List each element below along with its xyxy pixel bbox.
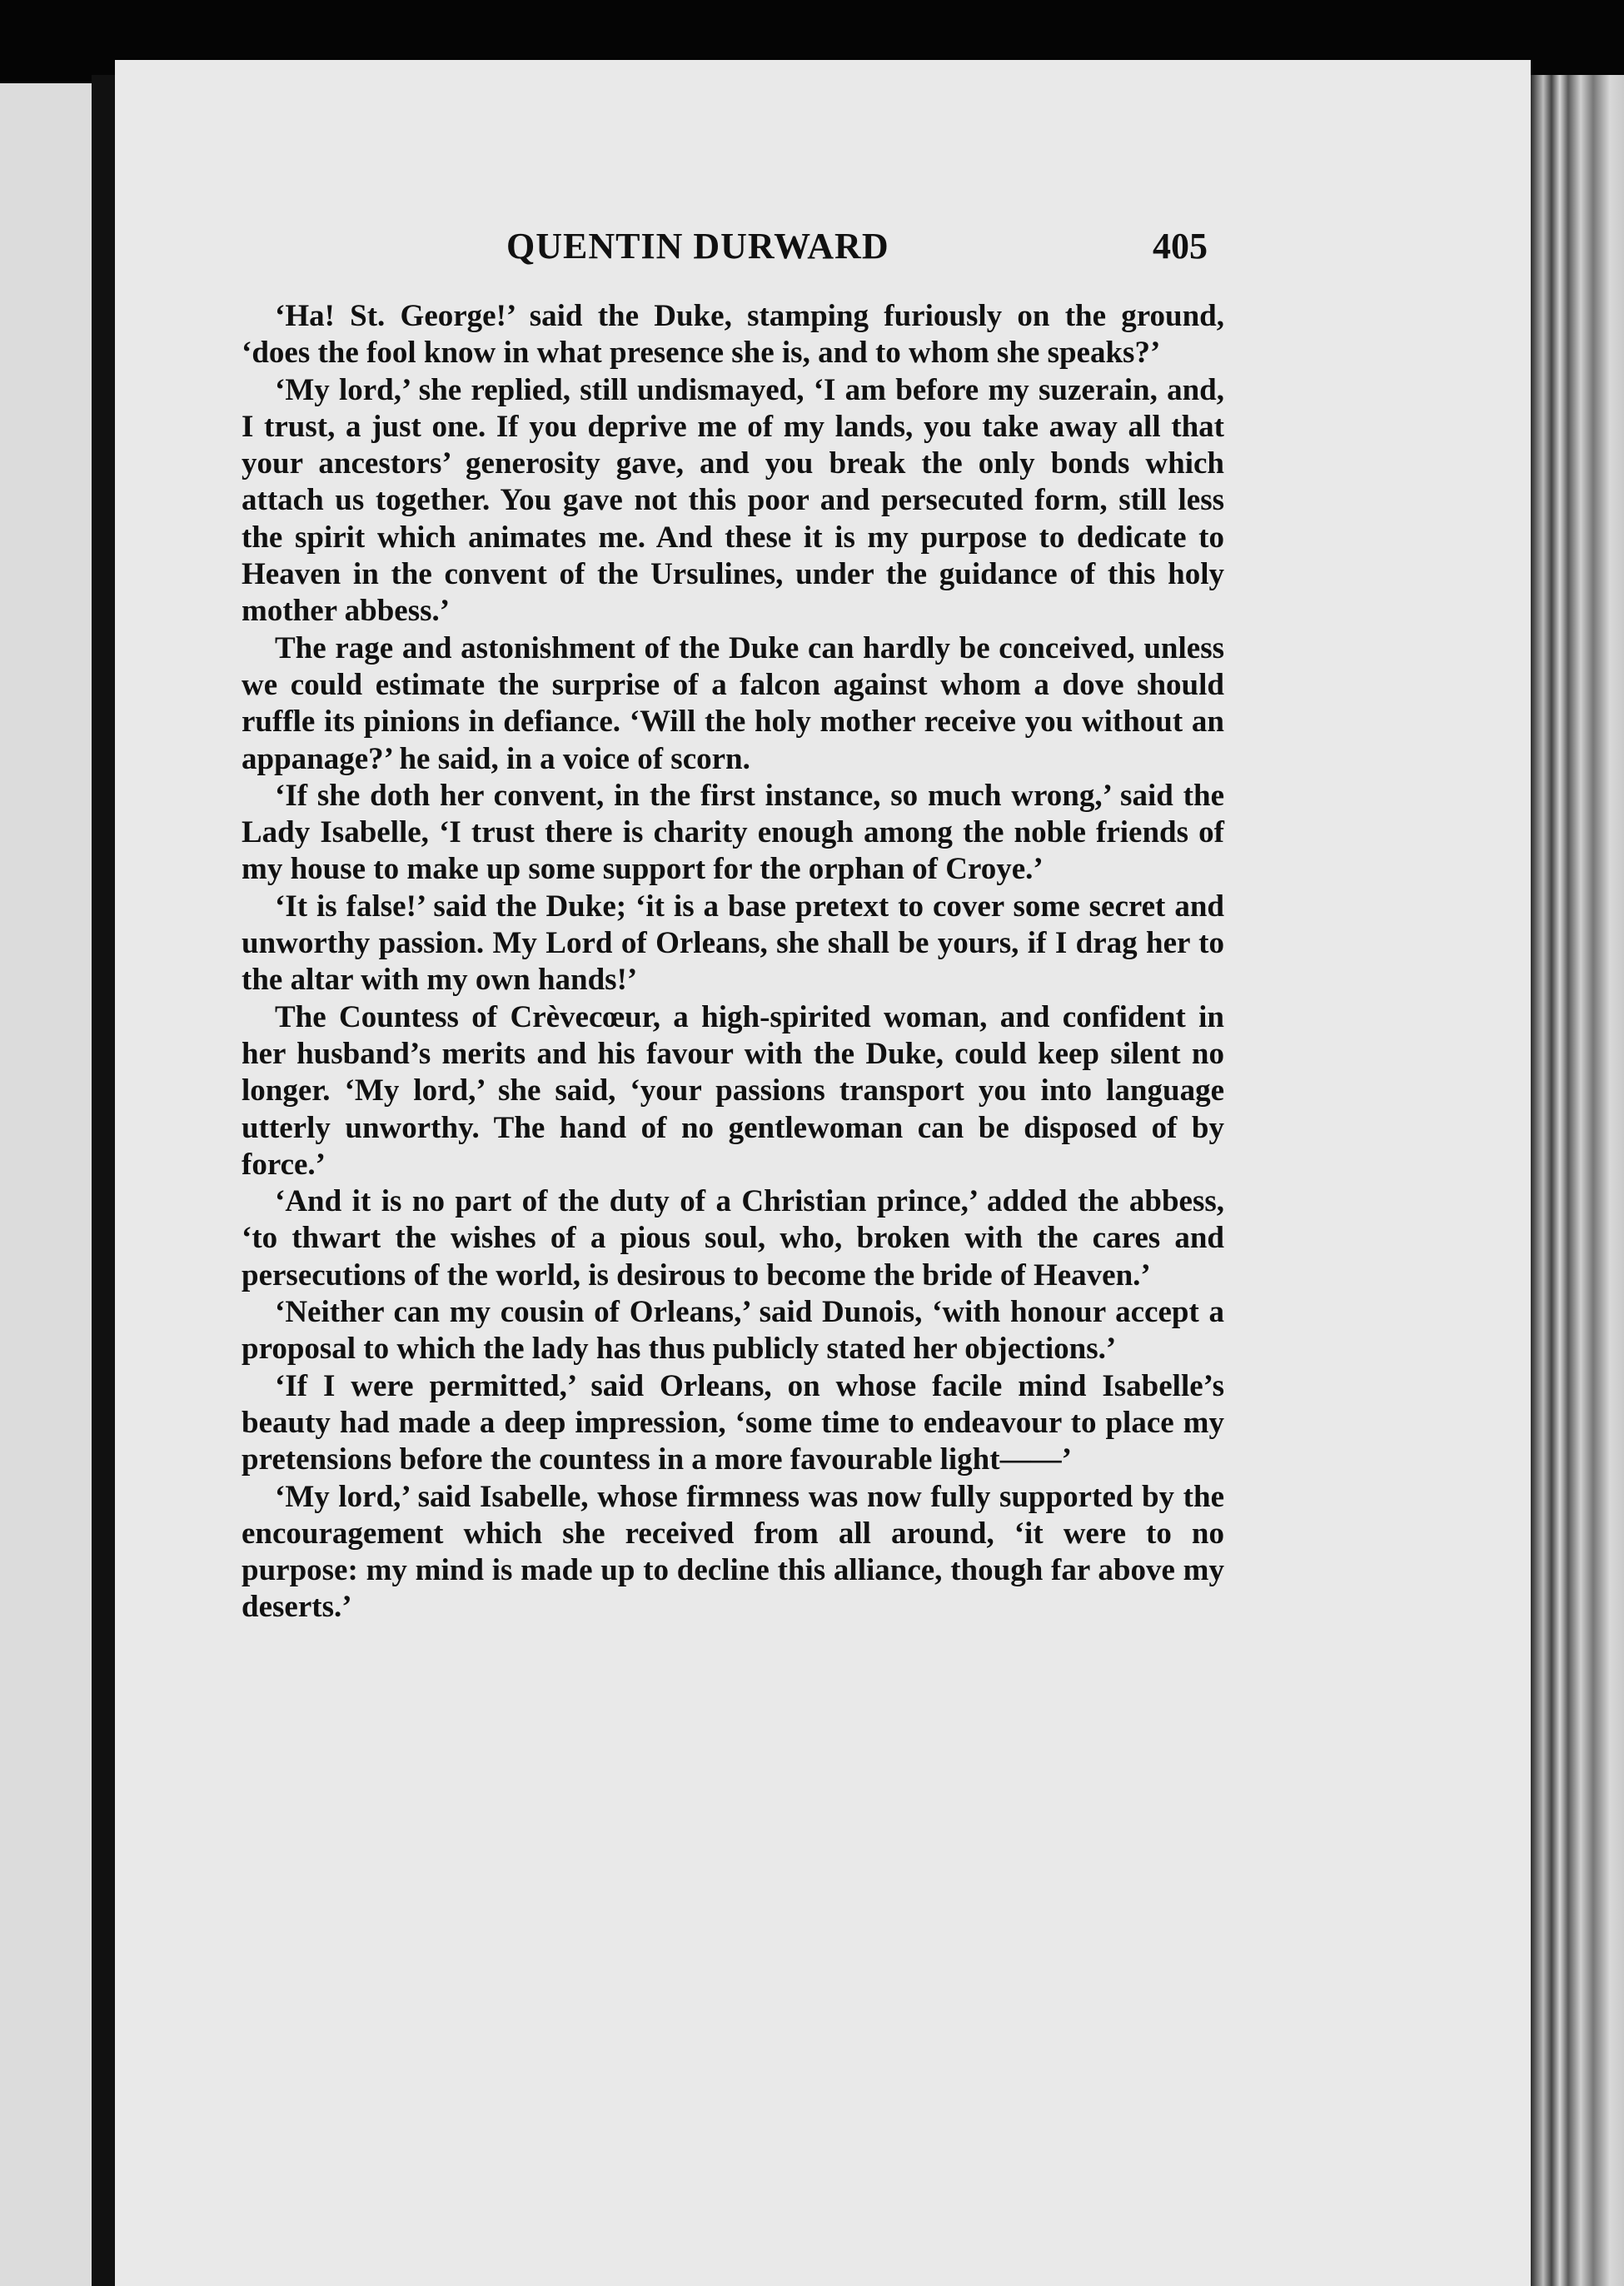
body-text	[242, 298, 1224, 1626]
facing-page-edge	[0, 83, 98, 2286]
paragraph: ‘And it is no part of the duty of a Christian prince,’ added the abbess, ‘to thwart the wishes of a pious soul, who, broken with the cares and persecutions of the world, is desirous to become the bride of Heaven.’	[242, 1184, 1224, 1292]
paragraph: The Countess of Crèvecœur, a high-spirited woman, and confident in her husband’s merits and his favour with the Duke, could keep silent no longer. ‘My lord,’ she said, ‘your passions transport you into language utterly unworthy. The hand of no gentlewoman can be disposed of by force.’	[242, 999, 1224, 1182]
page-number: 405	[1153, 226, 1208, 266]
paragraph: ‘Neither can my cousin of Orleans,’ said Dunois, ‘with honour accept a proposal to which the lady has thus publicly stated her objections.’	[242, 1295, 1224, 1367]
paragraph: ‘Ha! St. George!’ said the Duke, stamping furiously on the ground, ‘does the fool know in what presence she is, and to whom she speaks?’	[242, 299, 1224, 371]
paragraph: ‘My lord,’ said Isabelle, whose firmness was now fully supported by the encouragement which she received from all around, ‘it were to no purpose: my mind is made up to decline this alliance, though far above my deserts.’	[242, 1479, 1224, 1625]
paragraph: ‘If I were permitted,’ said Orleans, on whose facile mind Isabelle’s beauty had made a deep impression, ‘some time to endeavour to place my pretensions before the countess in a more favourable light——’	[242, 1368, 1224, 1477]
paragraph: ‘It is false!’ said the Duke; ‘it is a base pretext to cover some secret and unworthy passion. My Lord of Orleans, she shall be yours, if I drag her to the altar with my own hands!’	[242, 889, 1224, 998]
page-stack-edge	[1531, 75, 1624, 2286]
running-header	[250, 225, 1208, 275]
paragraph: ‘My lord,’ she replied, still undismayed, ‘I am before my suzerain, and, I trust, a just one. If you deprive me of my lands, you take away all that your ancestors’ generosity gave, and you break the only bonds which attach us together. You gave not this poor and persecuted form, still less the spirit which animates me. And these it is my purpose to dedicate to Heaven in the convent of the Ursulines, under the guidance of this holy mother abbess.’	[242, 372, 1224, 629]
paragraph: ‘If she doth her convent, in the first instance, so much wrong,’ said the Lady Isabelle, ‘I trust there is charity enough among the noble friends of my house to make up some support for the orphan of Croye.’	[242, 778, 1224, 887]
running-title: QUENTIN DURWARD	[506, 226, 889, 266]
book-gutter	[92, 75, 117, 2286]
paragraph: The rage and astonishment of the Duke can hardly be conceived, unless we could estimate the surprise of a falcon against whom a dove should ruffle its pinions in defiance. ‘Will the holy mother receive you without an appanage?’ he said, in a voice of scorn.	[242, 630, 1224, 776]
